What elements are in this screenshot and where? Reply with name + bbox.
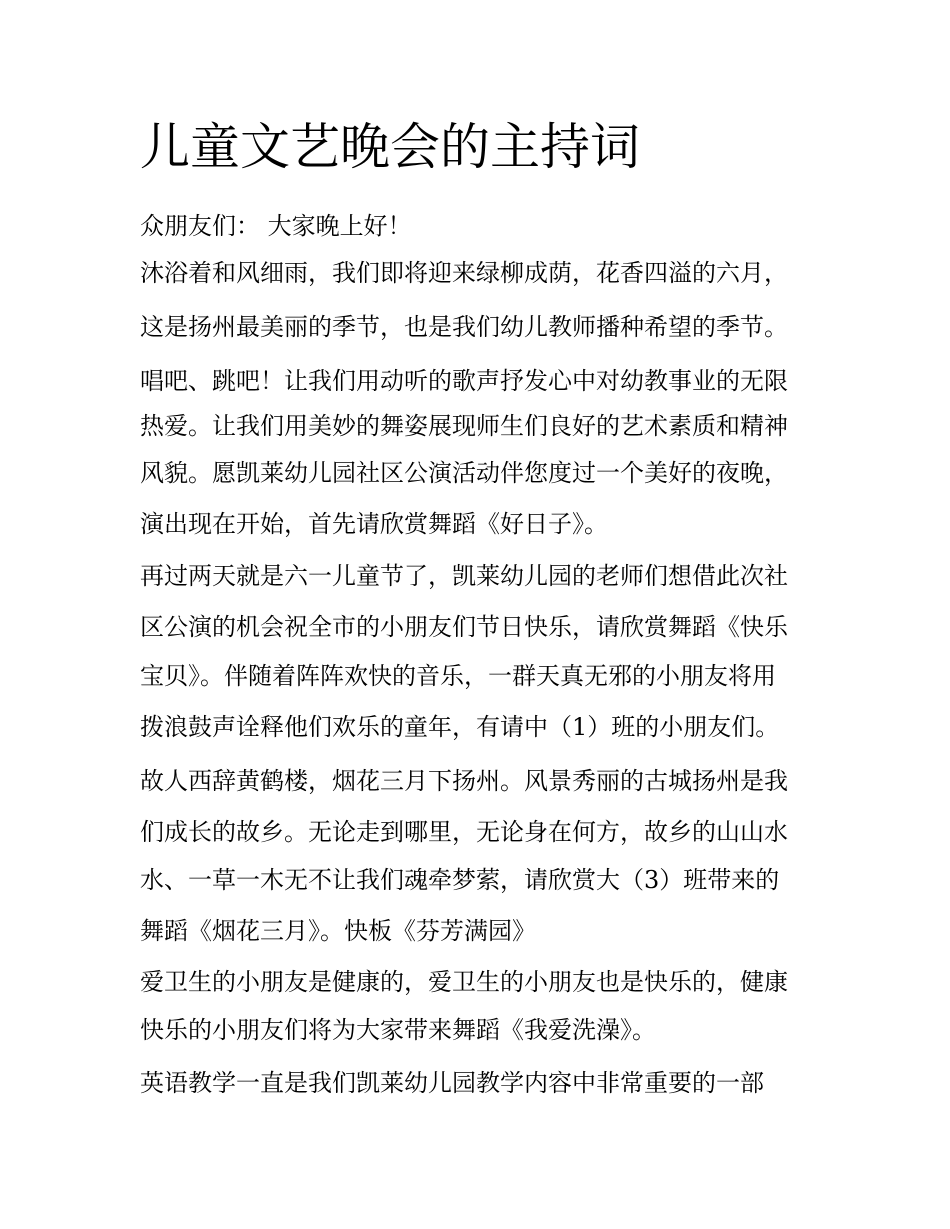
text-line: 宝贝》。伴随着阵阵欢快的音乐，一群天真无邪的小朋友将用	[140, 662, 776, 690]
page-title: 儿童文艺晚会的主持词	[140, 118, 640, 176]
text-line: 水、一草一木无不让我们魂牵梦萦，请欣赏大（3）班带来的	[140, 866, 780, 894]
text-line: 众朋友们： 大家晚上好！	[140, 212, 412, 240]
text-line: 故人西辞黄鹤楼，烟花三月下扬州。风景秀丽的古城扬州是我	[140, 767, 788, 795]
text-line: 再过两天就是六一儿童节了，凯莱幼儿园的老师们想借此次社	[140, 562, 788, 590]
text-line: 快乐的小朋友们将为大家带来舞蹈《我爱洗澡》。	[140, 1016, 656, 1044]
text-line: 风貌。愿凯莱幼儿园社区公演活动伴您度过一个美好的夜晚，	[140, 459, 788, 487]
text-line: 区公演的机会祝全市的小朋友们节日快乐，请欣赏舞蹈《快乐	[140, 613, 788, 641]
text-line: 拨浪鼓声诠释他们欢乐的童年，有请中（1）班的小朋友们。	[140, 713, 780, 741]
text-line: 英语教学一直是我们凯莱幼儿园教学内容中非常重要的一部	[140, 1069, 764, 1097]
text-line: 唱吧、跳吧！让我们用动听的歌声抒发心中对幼教事业的无限	[140, 367, 788, 395]
text-line: 们成长的故乡。无论走到哪里，无论身在何方，故乡的山山水	[140, 818, 788, 846]
text-line: 舞蹈《烟花三月》。快板《芬芳满园》	[140, 917, 536, 945]
text-line: 热爱。让我们用美妙的舞姿展现师生们良好的艺术素质和精神	[140, 412, 788, 440]
text-line: 爱卫生的小朋友是健康的，爱卫生的小朋友也是快乐的，健康	[140, 968, 788, 996]
text-line: 沐浴着和风细雨，我们即将迎来绿柳成荫，花香四溢的六月，	[140, 259, 788, 287]
text-line: 这是扬州最美丽的季节，也是我们幼儿教师播种希望的季节。	[140, 313, 788, 341]
text-line: 演出现在开始，首先请欣赏舞蹈《好日子》。	[140, 510, 608, 538]
